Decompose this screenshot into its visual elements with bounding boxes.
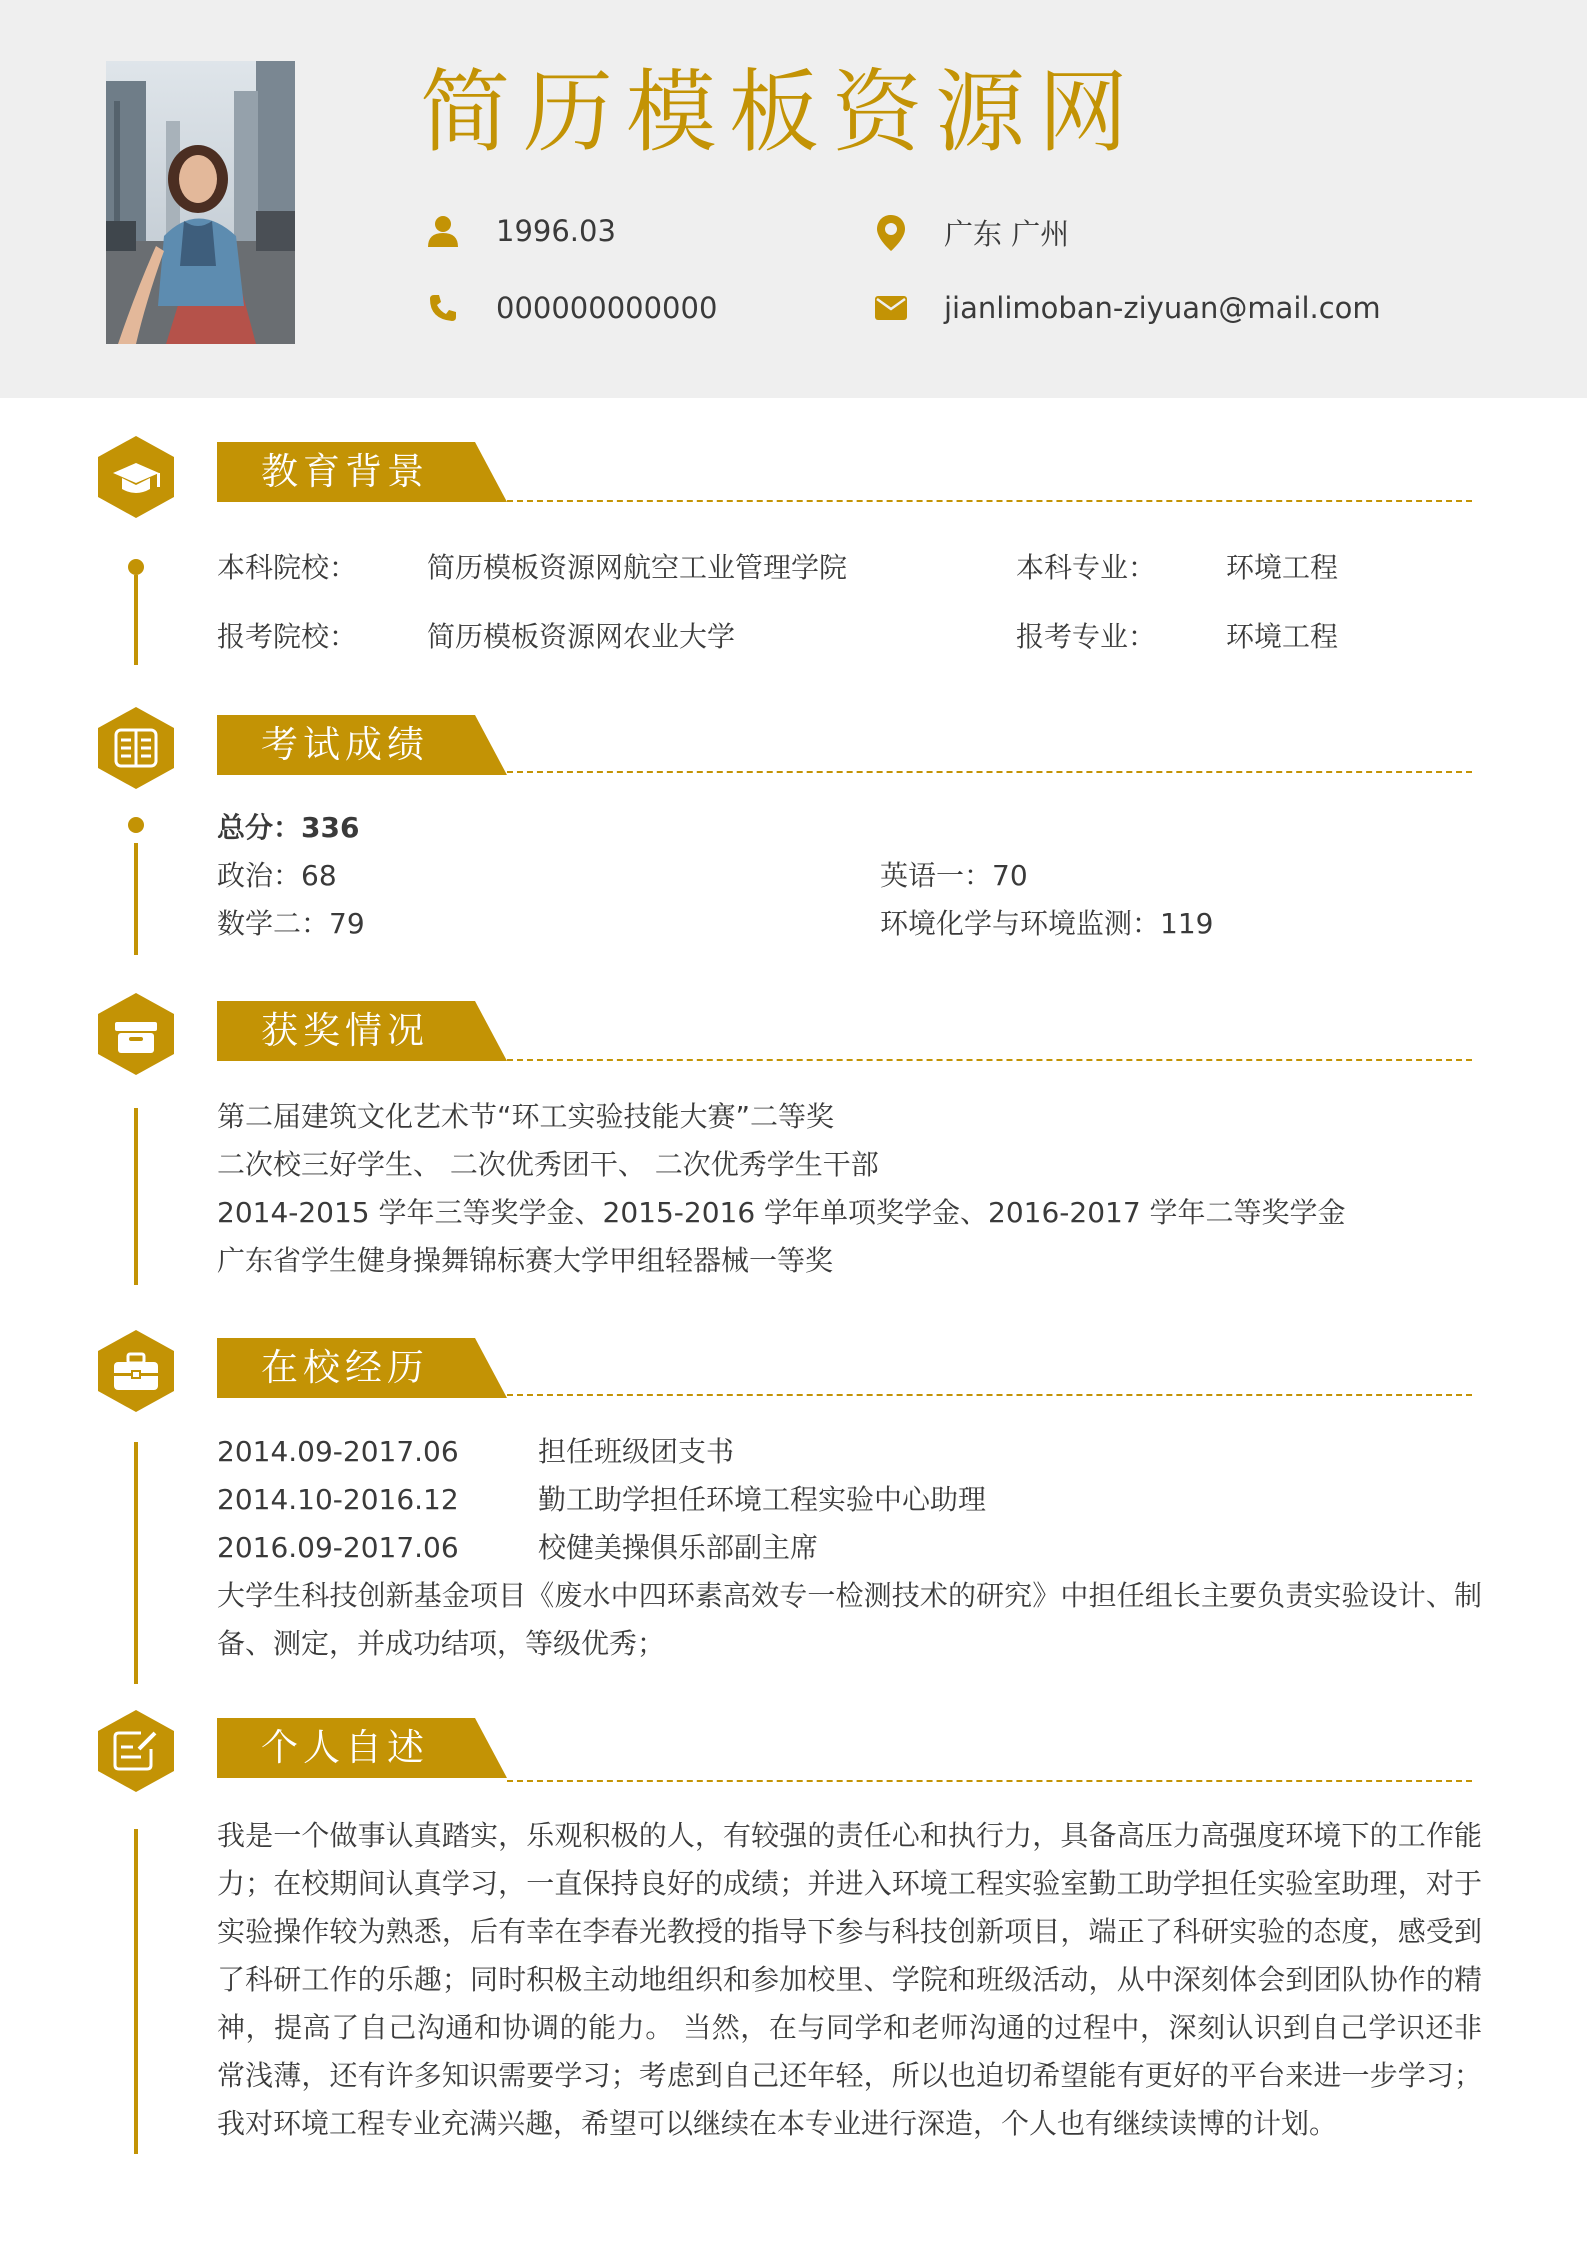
section-title-campus: 在校经历 (261, 1346, 429, 1389)
email-info (872, 289, 1381, 327)
award-item: 2014-2015 学年三等奖学金、2015-2016 学年单项奖学金、2016-2017 学年二等奖学金 (217, 1196, 1346, 1229)
timeline-line (134, 843, 138, 955)
campus-desc: 校健美操俱乐部副主席 (538, 1531, 819, 1564)
profile-photo (106, 61, 295, 344)
person-icon (424, 212, 462, 250)
score-english: 英语一：70 (880, 859, 1028, 892)
edu-value: 环境工程 (1226, 620, 1339, 653)
edu-label: 本科专业： (1016, 551, 1157, 584)
total-score: 总分：336 (217, 811, 360, 844)
score-politics: 政治：68 (217, 859, 337, 892)
location-info (872, 212, 1069, 253)
edu-value: 环境工程 (1226, 551, 1339, 584)
phone-icon (424, 289, 462, 327)
timeline-dot (128, 559, 144, 575)
phone-info (424, 289, 717, 327)
section-divider (507, 771, 1472, 773)
phone-number: 000000000000 (496, 291, 718, 325)
location-pin-icon (872, 214, 910, 252)
section-title-education: 教育背景 (261, 450, 429, 493)
mail-icon (872, 289, 910, 327)
edu-label: 本科院校： (217, 551, 358, 584)
campus-desc: 勤工助学担任环境工程实验中心助理 (538, 1483, 987, 1516)
section-divider (507, 1780, 1472, 1782)
timeline-line (134, 1829, 138, 2154)
award-item: 广东省学生健身操舞锦标赛大学甲组轻器械一等奖 (217, 1244, 834, 1277)
section-title-awards: 获奖情况 (261, 1009, 429, 1052)
campus-project: 大学生科技创新基金项目《废水中四环素高效专一检测技术的研究》中担任组长主要负责实验设计、制备、测定，并成功结项，等级优秀； (217, 1579, 1482, 1660)
edu-label: 报考专业： (1016, 620, 1157, 653)
campus-date: 2014.10-2016.12 (217, 1483, 459, 1516)
timeline-dot (128, 817, 144, 833)
section-divider (507, 1059, 1472, 1061)
timeline-line (134, 1442, 138, 1684)
book-icon (97, 706, 175, 790)
timeline-line (134, 575, 138, 665)
graduation-cap-icon (97, 435, 175, 519)
award-item: 第二届建筑文化艺术节“环工实验技能大赛”二等奖 (217, 1100, 835, 1133)
section-divider (507, 500, 1472, 502)
briefcase-icon (97, 1329, 175, 1413)
birth-info (424, 212, 616, 250)
candidate-name: 简历模板资源网 (420, 60, 1141, 165)
location-text: 广东 广州 (944, 217, 1070, 251)
edu-label: 报考院校： (217, 620, 358, 653)
trophy-box-icon (97, 992, 175, 1076)
section-title-scores: 考试成绩 (261, 723, 429, 766)
score-math: 数学二：79 (217, 907, 365, 940)
timeline-line (134, 1108, 138, 1285)
campus-date: 2016.09-2017.06 (217, 1531, 459, 1564)
section-divider (507, 1394, 1472, 1396)
campus-date: 2014.09-2017.06 (217, 1435, 459, 1468)
edu-value: 简历模板资源网航空工业管理学院 (427, 551, 848, 584)
email-address: jianlimoban-ziyuan@mail.com (944, 291, 1381, 325)
edit-note-icon (97, 1709, 175, 1793)
campus-desc: 担任班级团支书 (538, 1435, 735, 1468)
score-major: 环境化学与环境监测：119 (880, 907, 1214, 940)
edu-value: 简历模板资源网农业大学 (427, 620, 736, 653)
self-description: 我是一个做事认真踏实，乐观积极的人，有较强的责任心和执行力，具备高压力高强度环境下的工作能力；在校期间认真学习，一直保持良好的成绩；并进入环境工程实验室勤工助学担任实验室助理，对于实验操作较为熟悉，后有幸在李春光教授的指导下参与科技创新项目，端正了科研实验的态度，感受到了科研工作的乐趣；同时积极主动地组织和参加校里、学院和班级活动，从中深刻体会到团队协作的精神，提高了自己沟通和协调的能力。 当然，在与同学和老师沟通的过程中，深刻认识到自己学识还非常浅薄，还有许多知识需要学习；考虑到自己还年轻，所以也迫切希望能有更好的平台来进一步学习；我对环境工程专业充满兴趣，希望可以继续在本专业进行深造，个人也有继续读博的计划。 (217, 1819, 1482, 2140)
birth-date: 1996.03 (496, 214, 616, 248)
award-item: 二次校三好学生、 二次优秀团干、 二次优秀学生干部 (217, 1148, 879, 1181)
section-title-self: 个人自述 (261, 1726, 429, 1769)
